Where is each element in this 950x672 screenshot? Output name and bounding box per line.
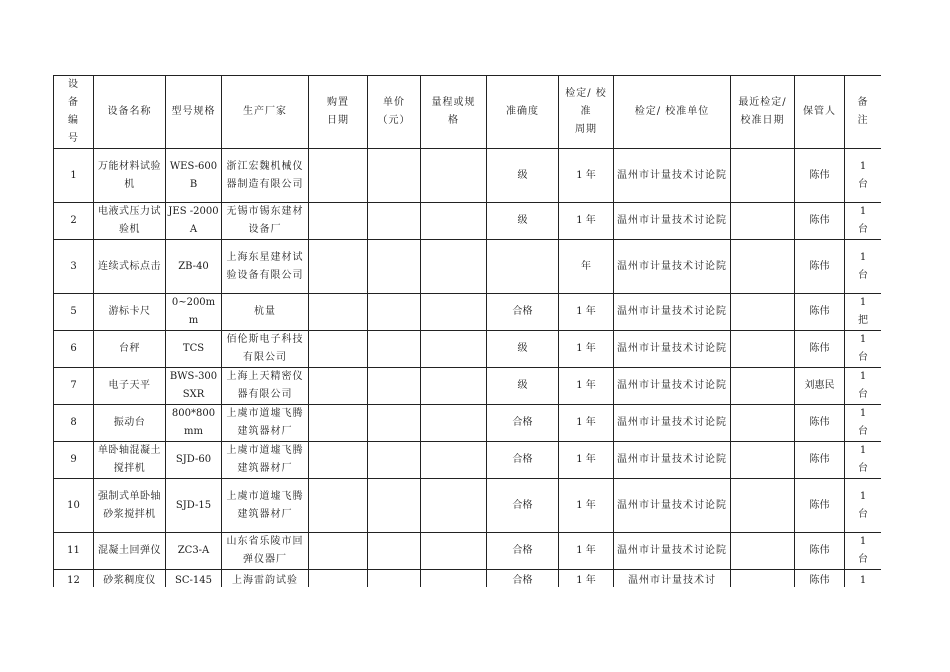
cell-keeper-text: 陈伟 bbox=[809, 545, 830, 556]
cell-seq bbox=[54, 368, 94, 405]
header-model: 型号规格 bbox=[166, 76, 222, 149]
cell-calibration-org bbox=[614, 570, 731, 588]
cell-range bbox=[421, 570, 487, 588]
table-row bbox=[54, 294, 882, 331]
table-row bbox=[54, 331, 882, 368]
cell-price bbox=[368, 570, 421, 588]
cell-calibration-org bbox=[614, 294, 731, 331]
cell-maker bbox=[222, 149, 309, 203]
cell-last-date bbox=[731, 533, 795, 570]
cell-device-name-text: 电子天平 bbox=[108, 380, 151, 391]
cell-period-text: 1 年 bbox=[576, 454, 596, 465]
cell-period-text: 1 年 bbox=[576, 417, 596, 428]
cell-seq bbox=[54, 203, 94, 240]
cell-accuracy-text: 级 bbox=[517, 215, 528, 226]
cell-period-text: 年 bbox=[581, 260, 591, 272]
cell-model bbox=[166, 479, 222, 533]
cell-calibration-org-text: 温州市计量技术讨论院 bbox=[617, 545, 727, 556]
cell-device-name-text: 混凝土回弹仪 bbox=[98, 545, 161, 556]
cell-maker bbox=[222, 442, 309, 479]
cell-last-date bbox=[731, 331, 795, 368]
header-org: 检定/ 校准单位 bbox=[614, 76, 731, 149]
cell-model-text: JES -2000A bbox=[168, 206, 219, 235]
cell-period bbox=[559, 331, 614, 368]
cell-seq bbox=[54, 533, 94, 570]
table-row bbox=[54, 405, 882, 442]
cell-maker-text: 杭量 bbox=[254, 306, 276, 317]
cell-device-name-text: 连续式标点击 bbox=[98, 260, 161, 272]
cell-period bbox=[559, 570, 614, 588]
cell-price bbox=[368, 479, 421, 533]
cell-model bbox=[166, 203, 222, 240]
table-row bbox=[54, 203, 882, 240]
cell-accuracy-text: 合格 bbox=[512, 574, 533, 586]
cell-maker bbox=[222, 533, 309, 570]
cell-period-text: 1 年 bbox=[576, 306, 596, 317]
cell-calibration-org-text: 温州市计量技术讨论院 bbox=[617, 380, 727, 391]
cell-period bbox=[559, 479, 614, 533]
header-remark: 备 注 bbox=[845, 76, 882, 149]
cell-remark-text: 1 台 bbox=[858, 536, 868, 565]
cell-period-text: 1 年 bbox=[576, 215, 596, 226]
cell-remark-text: 1 台 bbox=[858, 445, 868, 474]
equipment-table bbox=[53, 75, 881, 587]
cell-period-text: 1 年 bbox=[576, 169, 596, 181]
cell-model-text: SC-145 bbox=[175, 574, 212, 586]
cell-device-name bbox=[94, 479, 166, 533]
cell-device-name-text: 游标卡尺 bbox=[108, 306, 151, 317]
cell-remark bbox=[845, 294, 882, 331]
cell-maker-text: 上虞市道墟飞腾建筑器材厂 bbox=[226, 490, 304, 520]
cell-seq-text: 1 bbox=[70, 169, 77, 181]
cell-price bbox=[368, 442, 421, 479]
cell-buy-date bbox=[309, 240, 368, 294]
cell-model-text: SJD-15 bbox=[175, 499, 212, 511]
cell-keeper-text: 陈伟 bbox=[809, 417, 830, 428]
cell-accuracy bbox=[487, 405, 559, 442]
cell-keeper-text: 陈伟 bbox=[809, 343, 830, 354]
cell-keeper bbox=[795, 294, 845, 331]
cell-maker bbox=[222, 405, 309, 442]
cell-range bbox=[421, 331, 487, 368]
cell-keeper bbox=[795, 570, 845, 588]
cell-calibration-org-text: 温州市计量技术讨论院 bbox=[617, 260, 727, 272]
cell-seq-text: 5 bbox=[70, 306, 77, 317]
cell-keeper-text: 刘惠民 bbox=[804, 380, 835, 391]
cell-period bbox=[559, 368, 614, 405]
cell-last-date bbox=[731, 203, 795, 240]
table-row bbox=[54, 240, 882, 294]
cell-maker-text: 上海东星建材试验设备有限公司 bbox=[226, 251, 304, 281]
cell-model-text: ZC3-A bbox=[177, 545, 210, 556]
cell-seq-text: 3 bbox=[70, 260, 77, 272]
cell-model-text: 0~200mm bbox=[171, 297, 216, 326]
header-maker: 生产厂家 bbox=[222, 76, 309, 149]
cell-remark bbox=[845, 570, 882, 588]
cell-period-text: 1 年 bbox=[576, 499, 596, 511]
cell-device-name bbox=[94, 331, 166, 368]
cell-device-name bbox=[94, 294, 166, 331]
cell-last-date bbox=[731, 479, 795, 533]
cell-price bbox=[368, 533, 421, 570]
cell-calibration-org bbox=[614, 479, 731, 533]
cell-last-date bbox=[731, 368, 795, 405]
cell-model-text: BWS-300SXR bbox=[169, 371, 218, 400]
cell-calibration-org bbox=[614, 203, 731, 240]
cell-device-name bbox=[94, 203, 166, 240]
cell-device-name bbox=[94, 368, 166, 405]
cell-last-date bbox=[731, 240, 795, 294]
table-body bbox=[54, 149, 882, 588]
equipment-sheet bbox=[53, 75, 881, 587]
cell-price bbox=[368, 149, 421, 203]
cell-keeper bbox=[795, 405, 845, 442]
cell-keeper bbox=[795, 149, 845, 203]
cell-buy-date bbox=[309, 570, 368, 588]
table-row bbox=[54, 570, 882, 588]
cell-accuracy-text: 合格 bbox=[512, 454, 533, 465]
cell-keeper-text: 陈伟 bbox=[809, 260, 830, 272]
cell-remark bbox=[845, 331, 882, 368]
cell-device-name bbox=[94, 442, 166, 479]
cell-model-text: 800*800mm bbox=[171, 408, 216, 437]
cell-maker bbox=[222, 479, 309, 533]
cell-remark-text: 1 台 bbox=[858, 490, 868, 520]
cell-seq bbox=[54, 149, 94, 203]
cell-accuracy bbox=[487, 294, 559, 331]
cell-device-name-text: 单卧轴混凝土搅拌机 bbox=[98, 445, 161, 474]
table-header-row bbox=[54, 76, 882, 149]
cell-accuracy bbox=[487, 368, 559, 405]
cell-seq bbox=[54, 240, 94, 294]
cell-model-text: ZB-40 bbox=[178, 260, 209, 272]
cell-model bbox=[166, 331, 222, 368]
cell-accuracy-text: 合格 bbox=[512, 499, 533, 511]
cell-accuracy bbox=[487, 570, 559, 588]
cell-model bbox=[166, 570, 222, 588]
cell-device-name bbox=[94, 405, 166, 442]
cell-maker bbox=[222, 570, 309, 588]
cell-seq bbox=[54, 294, 94, 331]
cell-last-date bbox=[731, 405, 795, 442]
cell-device-name-text: 电液式压力试验机 bbox=[98, 206, 161, 235]
cell-accuracy-text: 级 bbox=[517, 380, 528, 391]
cell-last-date bbox=[731, 442, 795, 479]
cell-calibration-org bbox=[614, 331, 731, 368]
cell-buy-date bbox=[309, 442, 368, 479]
cell-period bbox=[559, 533, 614, 570]
cell-accuracy-text: 合格 bbox=[512, 417, 533, 428]
table-row bbox=[54, 368, 882, 405]
cell-buy-date bbox=[309, 294, 368, 331]
cell-model-text: WES-600B bbox=[169, 160, 218, 190]
cell-maker bbox=[222, 294, 309, 331]
cell-range bbox=[421, 240, 487, 294]
cell-keeper bbox=[795, 533, 845, 570]
cell-maker-text: 上虞市道墟飞腾建筑器材厂 bbox=[226, 445, 304, 474]
header-keeper: 保管人 bbox=[795, 76, 845, 149]
cell-period bbox=[559, 240, 614, 294]
cell-calibration-org bbox=[614, 368, 731, 405]
cell-calibration-org bbox=[614, 240, 731, 294]
cell-device-name-text: 振动台 bbox=[113, 417, 146, 428]
cell-remark-text: 1 bbox=[859, 574, 867, 586]
cell-calibration-org bbox=[614, 149, 731, 203]
header-accuracy: 准确度 bbox=[487, 76, 559, 149]
cell-range bbox=[421, 479, 487, 533]
cell-remark bbox=[845, 203, 882, 240]
cell-period bbox=[559, 442, 614, 479]
cell-period-text: 1 年 bbox=[576, 380, 596, 391]
cell-keeper bbox=[795, 479, 845, 533]
cell-accuracy bbox=[487, 240, 559, 294]
cell-remark-text: 1 台 bbox=[858, 371, 868, 400]
cell-last-date bbox=[731, 294, 795, 331]
cell-buy-date bbox=[309, 533, 368, 570]
cell-accuracy bbox=[487, 442, 559, 479]
cell-last-date bbox=[731, 149, 795, 203]
cell-price bbox=[368, 294, 421, 331]
header-last-date: 最近检定/ 校准日期 bbox=[731, 76, 795, 149]
cell-period bbox=[559, 405, 614, 442]
cell-remark bbox=[845, 442, 882, 479]
cell-model-text: SJD-60 bbox=[175, 454, 212, 465]
cell-calibration-org-text: 温州市计量技术讨论院 bbox=[617, 169, 727, 181]
cell-remark-text: 1 台 bbox=[858, 160, 868, 190]
cell-price bbox=[368, 240, 421, 294]
cell-device-name bbox=[94, 570, 166, 588]
cell-remark bbox=[845, 149, 882, 203]
table-row bbox=[54, 533, 882, 570]
cell-buy-date bbox=[309, 331, 368, 368]
cell-price bbox=[368, 405, 421, 442]
cell-maker-text: 上虞市道墟飞腾建筑器材厂 bbox=[226, 408, 304, 437]
cell-model bbox=[166, 240, 222, 294]
cell-remark bbox=[845, 405, 882, 442]
cell-device-name-text: 砂浆稠度仪 bbox=[103, 574, 156, 586]
cell-model-text: TCS bbox=[182, 343, 205, 354]
cell-model bbox=[166, 294, 222, 331]
cell-seq-text: 10 bbox=[67, 499, 80, 511]
cell-period-text: 1 年 bbox=[576, 574, 596, 586]
cell-seq-text: 6 bbox=[70, 343, 77, 354]
cell-seq bbox=[54, 479, 94, 533]
cell-remark bbox=[845, 368, 882, 405]
cell-seq-text: 7 bbox=[70, 380, 77, 391]
header-period: 检定/ 校 准 周期 bbox=[559, 76, 614, 149]
cell-period-text: 1 年 bbox=[576, 545, 596, 556]
cell-remark-text: 1 台 bbox=[858, 334, 868, 363]
cell-seq-text: 2 bbox=[70, 215, 77, 226]
cell-model bbox=[166, 533, 222, 570]
cell-seq bbox=[54, 442, 94, 479]
cell-seq-text: 9 bbox=[70, 454, 77, 465]
cell-keeper-text: 陈伟 bbox=[809, 306, 830, 317]
cell-seq-text: 11 bbox=[67, 545, 80, 556]
cell-maker bbox=[222, 203, 309, 240]
cell-accuracy bbox=[487, 533, 559, 570]
cell-price bbox=[368, 368, 421, 405]
cell-model bbox=[166, 442, 222, 479]
cell-range bbox=[421, 442, 487, 479]
cell-maker-text: 上海雷韵试验 bbox=[232, 574, 298, 586]
cell-maker bbox=[222, 368, 309, 405]
cell-keeper-text: 陈伟 bbox=[809, 454, 830, 465]
cell-accuracy-text: 合格 bbox=[512, 545, 533, 556]
cell-last-date bbox=[731, 570, 795, 588]
cell-keeper bbox=[795, 240, 845, 294]
cell-range bbox=[421, 405, 487, 442]
cell-buy-date bbox=[309, 203, 368, 240]
cell-keeper bbox=[795, 331, 845, 368]
cell-device-name bbox=[94, 240, 166, 294]
cell-accuracy bbox=[487, 331, 559, 368]
cell-calibration-org-text: 温州市计量技术讨论院 bbox=[617, 499, 727, 511]
cell-remark-text: 1 台 bbox=[858, 206, 868, 235]
header-range: 量程或规 格 bbox=[421, 76, 487, 149]
cell-calibration-org-text: 温州市计量技术讨论院 bbox=[617, 343, 727, 354]
cell-maker-text: 山东省乐陵市回弹仪器厂 bbox=[226, 536, 304, 565]
cell-calibration-org bbox=[614, 442, 731, 479]
cell-calibration-org bbox=[614, 533, 731, 570]
table-row bbox=[54, 479, 882, 533]
table-row bbox=[54, 149, 882, 203]
cell-remark-text: 1 台 bbox=[858, 408, 868, 437]
cell-maker bbox=[222, 331, 309, 368]
table-row bbox=[54, 442, 882, 479]
cell-keeper bbox=[795, 368, 845, 405]
cell-range bbox=[421, 203, 487, 240]
cell-model bbox=[166, 405, 222, 442]
cell-period bbox=[559, 149, 614, 203]
cell-accuracy-text: 合格 bbox=[512, 306, 533, 317]
cell-calibration-org-text: 温州市计量技术讨论院 bbox=[617, 215, 727, 226]
cell-device-name-text: 台秤 bbox=[119, 343, 140, 354]
cell-calibration-org bbox=[614, 405, 731, 442]
cell-remark-text: 1 把 bbox=[858, 297, 868, 326]
cell-calibration-org-text: 温州市计量技术讨论院 bbox=[617, 454, 727, 465]
cell-range bbox=[421, 368, 487, 405]
cell-period-text: 1 年 bbox=[576, 343, 596, 354]
cell-keeper-text: 陈伟 bbox=[809, 215, 830, 226]
cell-model bbox=[166, 149, 222, 203]
cell-price bbox=[368, 331, 421, 368]
cell-range bbox=[421, 149, 487, 203]
cell-range bbox=[421, 533, 487, 570]
cell-period bbox=[559, 294, 614, 331]
cell-device-name-text: 万能材料试验机 bbox=[98, 160, 161, 190]
cell-buy-date bbox=[309, 368, 368, 405]
cell-maker-text: 浙江宏魏机械仪器制造有限公司 bbox=[226, 160, 304, 190]
cell-keeper bbox=[795, 203, 845, 240]
cell-maker-text: 无锡市锡东建材设备厂 bbox=[226, 206, 304, 235]
cell-seq bbox=[54, 331, 94, 368]
cell-calibration-org-text: 温州市计量技术讨论院 bbox=[617, 306, 727, 317]
cell-accuracy bbox=[487, 203, 559, 240]
cell-remark bbox=[845, 240, 882, 294]
header-price: 单价 （元） bbox=[368, 76, 421, 149]
cell-keeper-text: 陈伟 bbox=[809, 574, 830, 586]
cell-device-name bbox=[94, 533, 166, 570]
cell-remark-text: 1 台 bbox=[858, 251, 868, 281]
cell-model bbox=[166, 368, 222, 405]
cell-remark bbox=[845, 533, 882, 570]
cell-price bbox=[368, 203, 421, 240]
cell-device-name-text: 强制式单卧轴砂浆搅拌机 bbox=[98, 490, 161, 520]
cell-accuracy-text: 级 bbox=[517, 343, 528, 354]
cell-accuracy bbox=[487, 479, 559, 533]
header-seq: 设 备 编 号 bbox=[54, 76, 94, 149]
header-name: 设备名称 bbox=[94, 76, 166, 149]
cell-range bbox=[421, 294, 487, 331]
cell-seq bbox=[54, 570, 94, 588]
cell-maker-text: 上海上天精密仪器有限公司 bbox=[226, 371, 304, 400]
cell-buy-date bbox=[309, 149, 368, 203]
cell-keeper-text: 陈伟 bbox=[809, 499, 830, 511]
cell-seq bbox=[54, 405, 94, 442]
cell-seq-text: 8 bbox=[70, 417, 77, 428]
cell-accuracy bbox=[487, 149, 559, 203]
cell-maker-text: 佰伦斯电子科技有限公司 bbox=[226, 334, 304, 363]
cell-buy-date bbox=[309, 479, 368, 533]
cell-buy-date bbox=[309, 405, 368, 442]
cell-remark bbox=[845, 479, 882, 533]
cell-device-name bbox=[94, 149, 166, 203]
cell-keeper bbox=[795, 442, 845, 479]
header-buy-date: 购置 日期 bbox=[309, 76, 368, 149]
cell-calibration-org-text: 温州市计量技术讨论院 bbox=[617, 417, 727, 428]
cell-calibration-org-text: 温州市计量技术讨 bbox=[628, 574, 716, 586]
cell-seq-text: 12 bbox=[67, 574, 80, 586]
cell-keeper-text: 陈伟 bbox=[809, 169, 830, 181]
cell-maker bbox=[222, 240, 309, 294]
cell-period bbox=[559, 203, 614, 240]
cell-accuracy-text: 级 bbox=[517, 169, 528, 181]
